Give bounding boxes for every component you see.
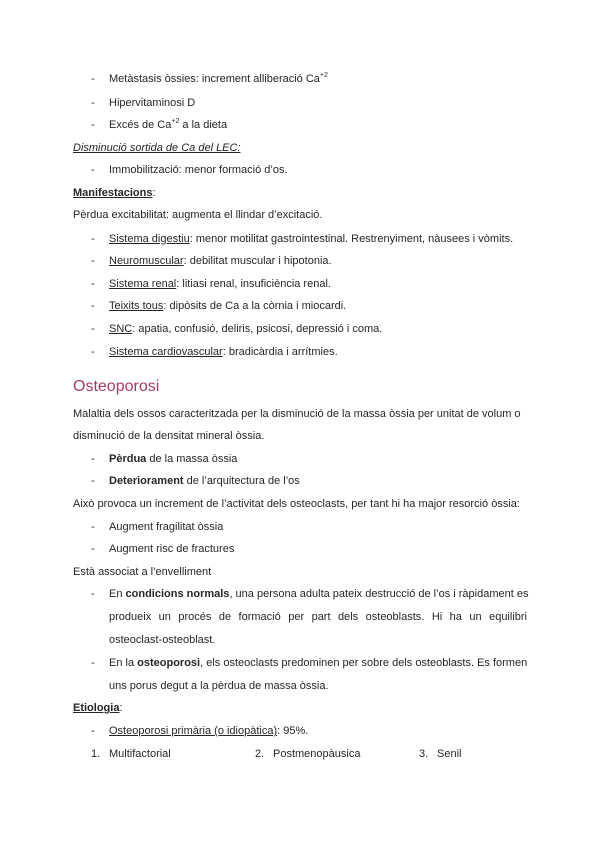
document-page: - Metàstasis òssies: increment alliberació $Ca^{+2}$ - Hipervitaminosi D - Excés de $Ca^{+2}$ a la dieta Disminució sortida de Ca del LEC: - Immobilització: menor formació d’os. Manifestacions: Pèrdua excitabilitat: augmenta el llindar d’excitació. - Sistema digestiu: menor motilitat gastrointestinal. Restrenyiment, nàusees i vòmits. - Neuromuscular: debilitat muscular i hipotonia. - Sistema renal: litiasi renal, insuficiència renal. - Teixits tous: dipòsits de Ca a la còrnia i miocardi. - SNC: apatia, confusió, deliris, psicosi, depressió i coma. - Sistema cardiovascular: bradicàrdia i arrítmies. Osteoporosi Malaltia dels ossos caracteritzada per la disminució de la massa òssia per unitat de volum o disminució de la densitat mineral òssia. - Pèrdua de la massa òssia - Deteriorament de l’arquitectura de l’os Això provoca un increment de l’activitat dels osteoclasts, per tant hi ha major resorció òssia: - Augment fragilitat òssia - Augment risc de fractures Està associat a l’envelliment - En condicions normals, una persona adulta pateix destrucció de l’os i ràpidament es produeix un procés de formació per part dels osteoblasts. Hi ha un equilibri osteoclast-osteoblast. - En la osteoporosi, els osteoclasts predominen per sobre dels osteoblasts. Es formen uns porus degut a la pèrdua de massa òssia. Etiologia: - Osteoporosi primària (o idiopàtica): 95%. 1. Multifactorial 2. Postmenopàusica 3. Senil bbox=[73, 72, 529, 760]
bullet-dash: - bbox=[91, 164, 95, 176]
numbered-item-label: Senil bbox=[437, 748, 462, 760]
normal-conditions-line: osteoclast-osteoblast. bbox=[109, 634, 216, 646]
bullet-dash: - bbox=[91, 233, 95, 245]
numbered-item-label: Multifactorial bbox=[109, 748, 171, 760]
numbered-item-number: 1. bbox=[91, 748, 101, 760]
aging-text: Està associat a l’envelliment bbox=[73, 566, 212, 578]
numbered-item-label: Postmenopàusica bbox=[273, 748, 361, 760]
bullet-dash: - bbox=[91, 300, 95, 312]
normal-conditions-line: En condicions normals, una persona adulta pateix destrucció de l’os i ràpidament es bbox=[109, 588, 529, 600]
numbered-item-number: 3. bbox=[419, 748, 429, 760]
manifestations-intro: Pèrdua excitabilitat: augmenta el llindar d’excitació. bbox=[73, 209, 323, 221]
osteoporosi-line: En la osteoporosi, els osteoclasts predominen per sobre dels osteoblasts. Es formen bbox=[109, 657, 528, 669]
bullet-dash: - bbox=[91, 521, 95, 533]
bullet-dash: - bbox=[91, 119, 95, 131]
definition-line: disminució de la densitat mineral òssia. bbox=[73, 430, 265, 442]
bullet-dash: - bbox=[91, 475, 95, 487]
subheading-decrease: Disminució sortida de Ca del LEC: bbox=[73, 142, 241, 154]
numbered-item-number: 2. bbox=[255, 748, 265, 760]
osteoporosi-line: uns porus degut a la pèrdua de massa òssia. bbox=[109, 680, 329, 692]
bullet-dash: - bbox=[91, 255, 95, 267]
manifestations-heading: Manifestacions: bbox=[73, 187, 156, 199]
normal-conditions-line: produeix un procés de formació per part dels osteoblasts. Hi ha un equilibri bbox=[109, 611, 527, 623]
bullet-dash: - bbox=[91, 543, 95, 555]
bullet-dash: - bbox=[91, 657, 95, 669]
bullet-dash: - bbox=[91, 453, 95, 465]
bullet-dash: - bbox=[91, 725, 95, 737]
definition-line: Malaltia dels ossos caracteritzada per la disminució de la massa òssia per unitat de volum o bbox=[73, 408, 521, 420]
bullet-dash: - bbox=[91, 97, 95, 109]
section-title: Osteoporosi bbox=[73, 378, 160, 395]
bullet-dash: - bbox=[91, 278, 95, 290]
bullet-dash: - bbox=[91, 323, 95, 335]
bullet-dash: - bbox=[91, 73, 95, 85]
etiology-heading: Etiologia: bbox=[73, 702, 123, 714]
bullet-dash: - bbox=[91, 346, 95, 358]
bullet-dash: - bbox=[91, 588, 95, 600]
consequence-text: Això provoca un increment de l’activitat dels osteoclasts, per tant hi ha major resorció òssia: bbox=[73, 498, 520, 510]
